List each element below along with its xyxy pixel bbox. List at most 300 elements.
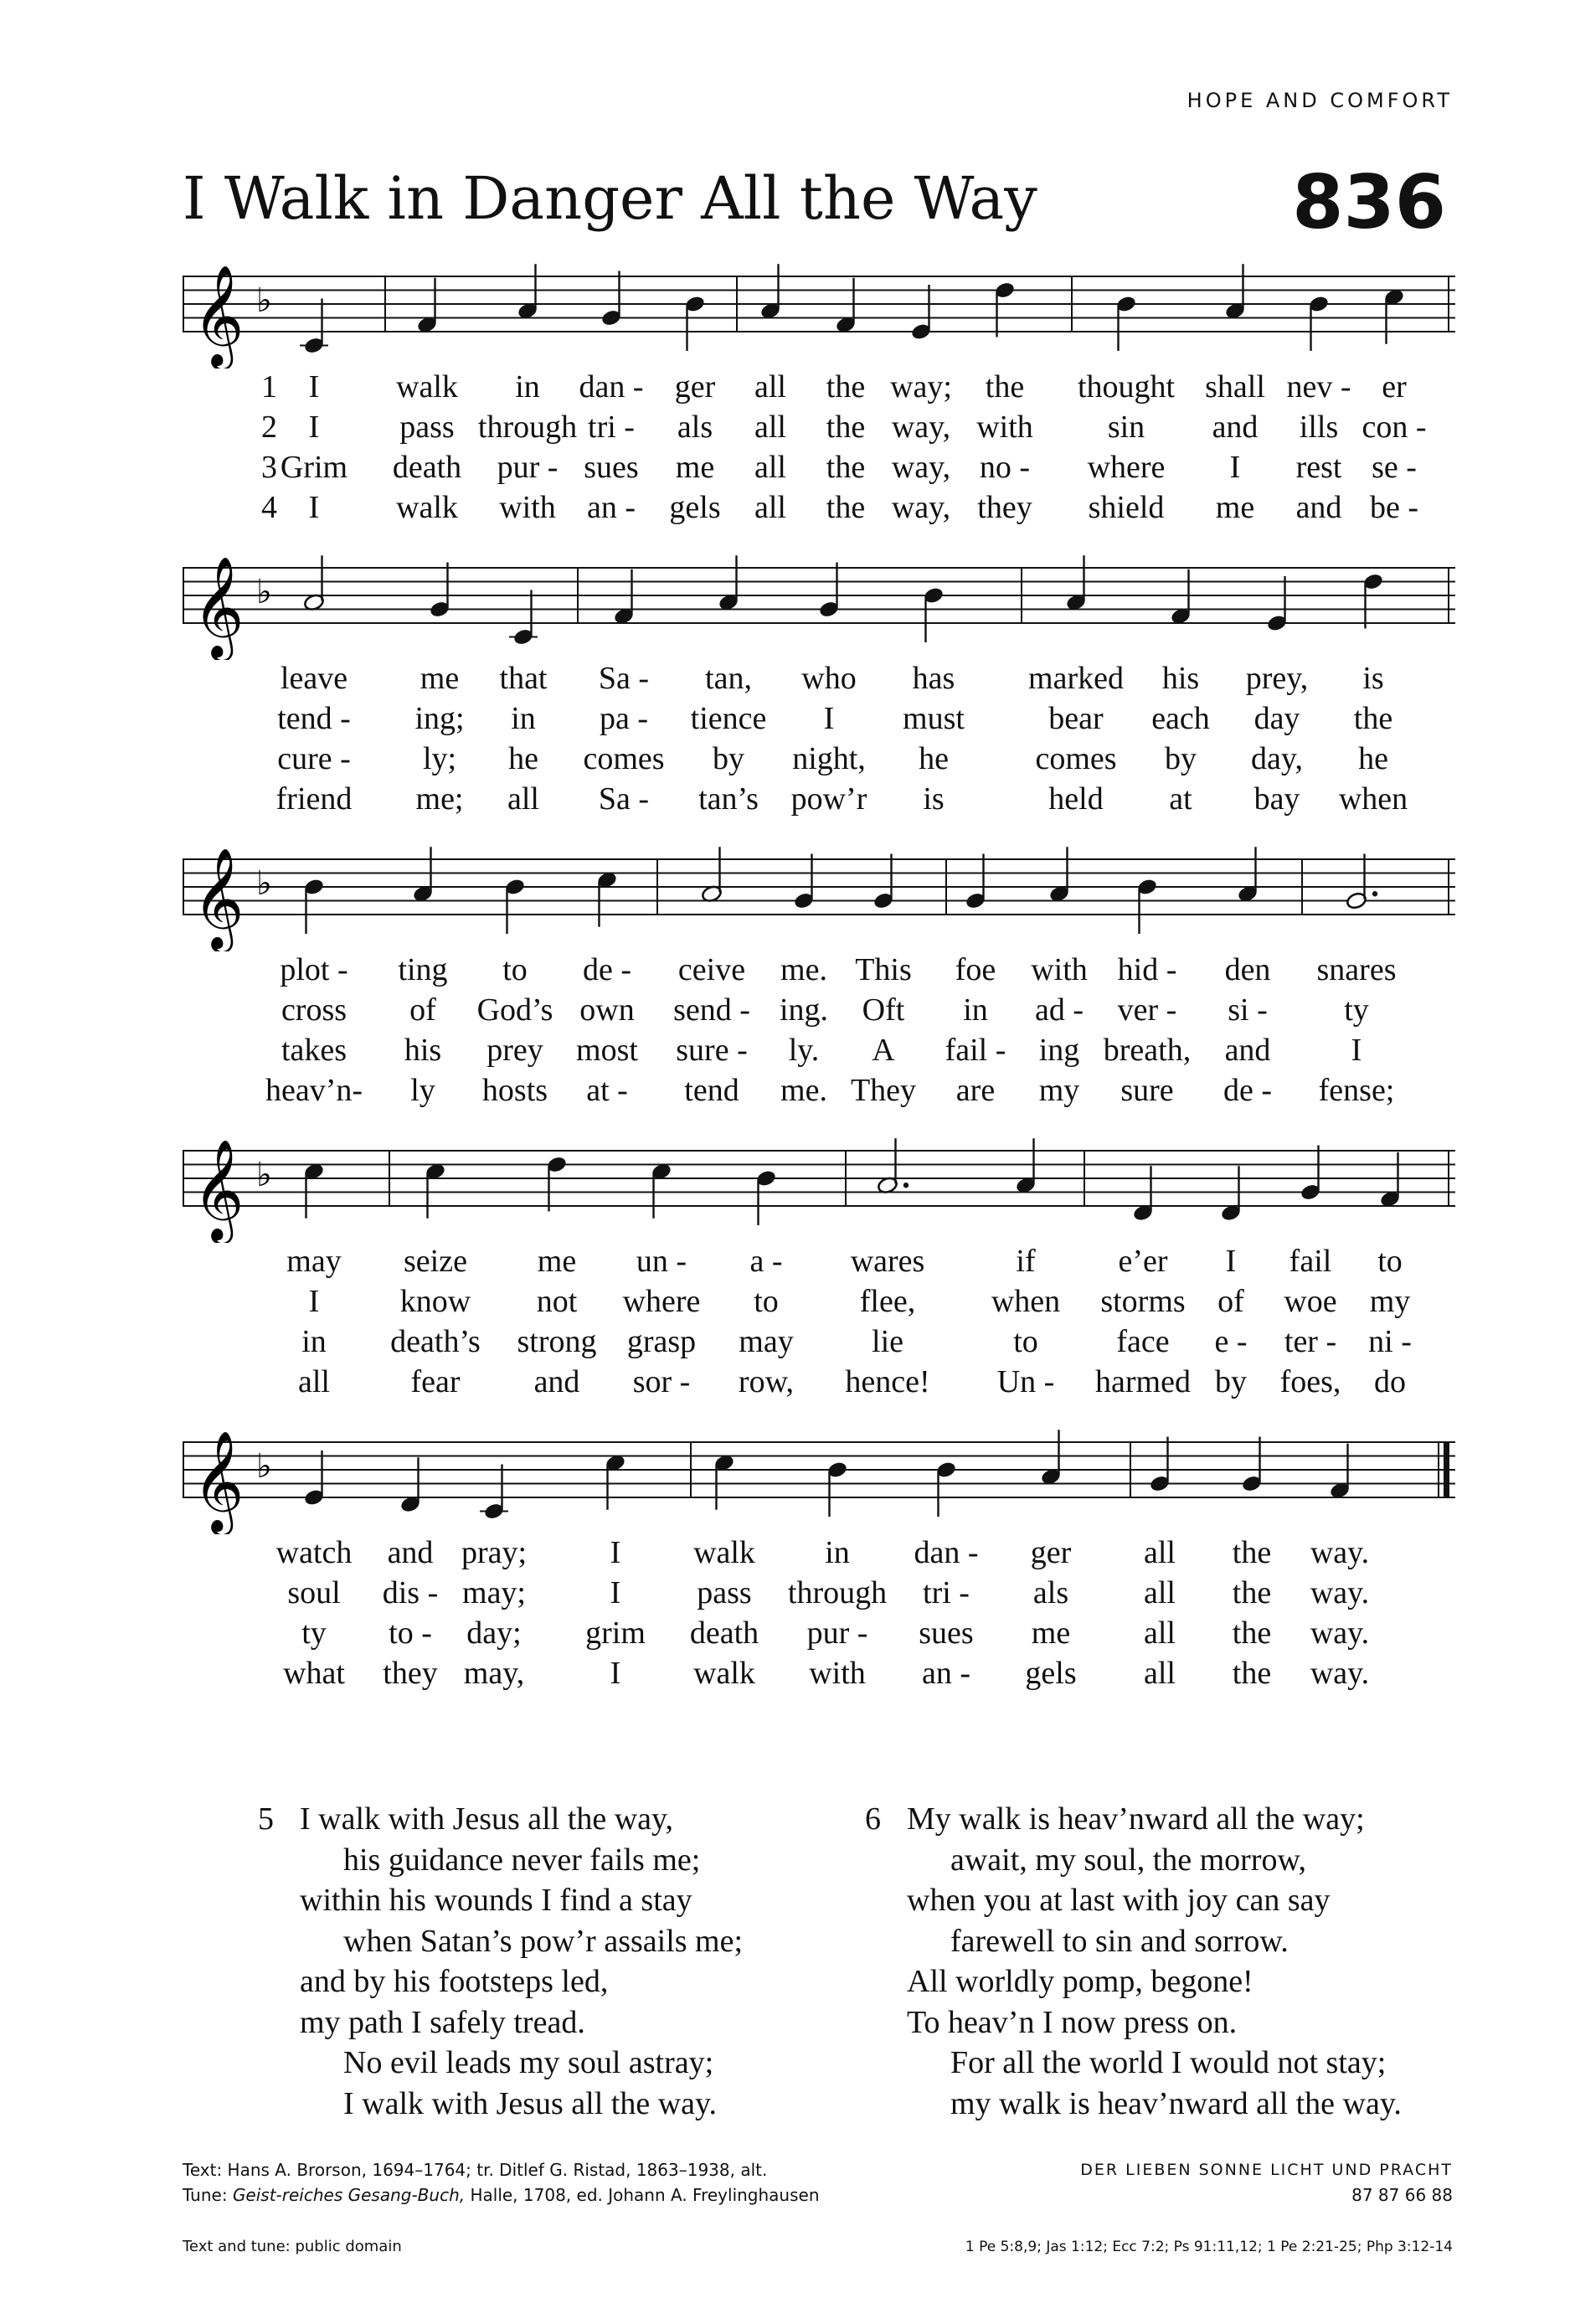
lyric-syllable: shall [1205, 369, 1265, 405]
lyric-syllable: ing. [779, 992, 829, 1028]
lyric-syllable: to [1013, 1324, 1038, 1359]
lyric-syllable: I [308, 490, 320, 525]
lyric-syllable: lie [872, 1324, 903, 1359]
note [605, 1453, 626, 1509]
note [1383, 287, 1405, 343]
lyric-syllable: to [754, 1284, 779, 1319]
lyric-syllable: Sa - [598, 781, 650, 817]
stanza-number: 6 [865, 1801, 881, 1837]
stanza-line: within his wounds I find a stay [300, 1883, 692, 1918]
note [300, 299, 328, 355]
note [1065, 555, 1087, 611]
lyric-syllable: with [1031, 952, 1088, 987]
note [303, 555, 325, 611]
lyric-syllable: the [1232, 1535, 1272, 1570]
lyric-syllable: ing; [414, 701, 465, 736]
lyric-syllable: and [533, 1364, 580, 1399]
stanza-line: To heav’n I now press on. [907, 2004, 1238, 2040]
note [596, 870, 618, 926]
stanza-line: farewell to sin and sorrow. [950, 1923, 1289, 1959]
lyric-syllable: all [754, 410, 786, 445]
lyric-syllable: my [1038, 1073, 1080, 1108]
lyric-syllable: me [420, 661, 460, 696]
staff-system [183, 1109, 1455, 1243]
lyric-syllable: all [754, 490, 786, 525]
note [303, 878, 325, 934]
lyric-syllable: grasp [626, 1324, 697, 1359]
lyric-syllable: each [1151, 701, 1210, 736]
lyric-syllable: through [477, 410, 578, 445]
lyric-syllable: e - [1214, 1324, 1248, 1359]
lyric-syllable: hosts [481, 1073, 548, 1108]
lyric-syllable: may, [463, 1656, 525, 1691]
tune-info [1080, 2157, 1453, 2208]
lyric-syllable: what [283, 1656, 345, 1691]
lyric-syllable: all [754, 450, 786, 485]
lyric-syllable: fail - [945, 1033, 1006, 1068]
lyric-syllable: all [754, 369, 786, 405]
lyric-syllable: to - [389, 1615, 432, 1651]
hymn-number: 836 [1292, 159, 1446, 245]
lyric-syllable: with [809, 1656, 866, 1691]
lyric-syllable: walk [396, 490, 458, 525]
lyric-syllable: the [1232, 1656, 1272, 1691]
lyric-syllable: thought [1077, 369, 1176, 405]
lyric-syllable: may; [462, 1575, 526, 1610]
lyric-syllable: rest [1295, 450, 1342, 485]
lyric-syllable: I [1351, 1033, 1362, 1068]
lyric-syllable: tri - [588, 410, 635, 445]
lyric-syllable: hence! [845, 1364, 930, 1399]
stanza-line: I walk with Jesus all the way. [343, 2085, 718, 2121]
lyric-syllable: to [502, 952, 528, 987]
lyric-syllable: dan - [914, 1535, 979, 1570]
lyric-syllable: way; [890, 369, 952, 405]
note [613, 569, 635, 626]
lyric-syllable: he [1358, 741, 1388, 776]
lyric-syllable: the [985, 369, 1025, 405]
lyric-syllable: pur - [497, 450, 559, 485]
verse-number: 4 [261, 490, 277, 525]
lyric-syllable: hid - [1117, 952, 1177, 987]
credits [183, 2157, 820, 2208]
lyric-syllable: ad - [1034, 992, 1084, 1028]
note [1379, 1152, 1401, 1208]
lyric-syllable: This [855, 952, 912, 987]
lyric-syllable: has [912, 661, 955, 696]
lyric-syllable: dis - [382, 1575, 439, 1610]
lyric-syllable: flee, [859, 1284, 916, 1319]
flat-icon: ♭ [256, 1156, 272, 1194]
lyric-syllable: ills [1299, 410, 1339, 445]
verse-number: 1 [261, 369, 277, 405]
meter: 87 87 66 88 [1351, 2185, 1453, 2205]
note [1237, 847, 1259, 903]
lyric-syllable: a - [749, 1244, 783, 1279]
note [1266, 576, 1288, 632]
staff-system [183, 526, 1455, 660]
lyric-syllable: way. [1310, 1656, 1370, 1691]
lyric-syllable: me. [780, 1073, 827, 1108]
note [303, 1451, 325, 1507]
lyric-syllable: pur - [806, 1615, 868, 1651]
lyric-syllable: tri - [923, 1575, 970, 1610]
note [1170, 569, 1192, 626]
note [651, 1162, 672, 1218]
stanza-line: My walk is heav’nward all the way; [907, 1801, 1365, 1837]
hymn-title: I Walk in Danger All the Way [183, 164, 1037, 233]
lyric-syllable: als [1032, 1575, 1069, 1610]
lyric-syllable: death’s [390, 1324, 481, 1359]
staff-system [183, 817, 1455, 951]
lyric-syllable: watch [275, 1535, 353, 1570]
lyric-syllable: with [499, 490, 556, 525]
lyric-syllable: who [801, 661, 857, 696]
lyric-syllable: in [515, 369, 540, 405]
note [1224, 264, 1246, 320]
lyric-syllable: I [308, 410, 320, 445]
note [965, 854, 986, 910]
lyric-syllable: way. [1310, 1615, 1370, 1651]
lyric-syllable: all [1144, 1615, 1176, 1651]
lyric-syllable: se - [1372, 450, 1417, 485]
treble-clef-icon: 𝄞 [193, 1138, 245, 1240]
lyric-syllable: I [610, 1656, 621, 1691]
lyric-syllable: of [1217, 1284, 1244, 1319]
lyric-syllable: and [1224, 1033, 1271, 1068]
treble-clef-icon: 𝄞 [193, 555, 245, 657]
lyric-syllable: be - [1369, 490, 1419, 525]
lyric-syllable: death [689, 1615, 759, 1651]
lyric-syllable: pass [697, 1575, 752, 1610]
lyric-syllable: cross [281, 992, 347, 1028]
note [1220, 1166, 1242, 1222]
lyric-syllable: face [1116, 1324, 1170, 1359]
note [877, 1138, 909, 1194]
lyric-syllable: ing [1038, 1033, 1080, 1068]
note [416, 278, 438, 334]
lyric-syllable: is [923, 781, 945, 817]
stanza-line: my path I safely tread. [300, 2004, 585, 2040]
lyric-syllable: me. [780, 952, 827, 987]
note [504, 878, 526, 934]
note [923, 586, 945, 642]
stanza-5 [258, 1799, 744, 2124]
lyric-syllable: ty [1344, 992, 1369, 1028]
lyric-syllable: fail [1289, 1244, 1332, 1279]
lyric-syllable: that [499, 661, 548, 696]
lyric-syllable: cure - [277, 741, 351, 776]
lyric-syllable: day [1253, 701, 1300, 736]
lyric-syllable: way, [891, 450, 951, 485]
section-label: HOPE AND COMFORT [1187, 89, 1453, 112]
lyric-syllable: den [1224, 952, 1271, 987]
lyric-syllable: sues [584, 450, 639, 485]
lyric-syllable: sure - [676, 1033, 748, 1068]
lyric-syllable: in [511, 701, 536, 736]
tune-name: DER LIEBEN SONNE LICHT UND PRACHT [1080, 2161, 1453, 2179]
lyric-syllable: takes [281, 1033, 347, 1068]
note [713, 1453, 735, 1509]
note [793, 854, 815, 910]
lyric-syllable: me [1215, 490, 1255, 525]
flat-icon: ♭ [256, 864, 272, 903]
lyric-syllable: ger [674, 369, 716, 405]
tune-credit: Tune: Geist-reiches Gesang-Buch, Halle, 1708, ed. Johann A. Freylinghausen [183, 2185, 820, 2205]
lyric-syllable: may [739, 1324, 794, 1359]
staff-system [183, 234, 1455, 368]
lyric-syllable: ger [1030, 1535, 1072, 1570]
lyric-syllable: and [1295, 490, 1342, 525]
lyric-syllable: when [1338, 781, 1408, 817]
lyric-syllable: by [1215, 1364, 1247, 1399]
note [755, 1169, 777, 1225]
copyright: Text and tune: public domain [183, 2238, 402, 2255]
lyric-syllable: they [977, 490, 1032, 525]
lyric-syllable: night, [792, 741, 866, 776]
lyric-syllable: soul [287, 1575, 341, 1610]
lyric-syllable: an - [921, 1656, 971, 1691]
lyric-syllable: prey [486, 1033, 543, 1068]
lyric-syllable: is [1362, 661, 1384, 696]
treble-clef-icon: 𝄞 [193, 264, 245, 366]
lyric-syllable: e’er [1118, 1244, 1168, 1279]
staff-system [183, 1400, 1455, 1534]
lyric-syllable: ver - [1117, 992, 1177, 1028]
lyric-syllable: way, [891, 490, 951, 525]
lyric-syllable: no - [979, 450, 1031, 485]
lyric-syllable: my [1369, 1284, 1411, 1319]
lyric-syllable: fense; [1318, 1073, 1395, 1108]
stanza-6 [865, 1799, 1402, 2124]
lyric-syllable: his [404, 1033, 442, 1068]
note [600, 271, 622, 327]
lyric-syllable: sure [1120, 1073, 1174, 1108]
note [425, 1162, 446, 1218]
scripture-refs: 1 Pe 5:8,9; Jas 1:12; Ecc 7:2; Ps 91:11,12; 1 Pe 2:21-25; Php 3:12-14 [965, 2239, 1453, 2255]
lyric-syllable: day; [466, 1615, 522, 1651]
lyric-syllable: and [387, 1535, 434, 1570]
lyric-syllable: tience [690, 701, 767, 736]
note [517, 264, 538, 320]
lyric-syllable: the [1232, 1615, 1272, 1651]
lyric-syllable: all [507, 781, 539, 817]
lyric-syllable: Grim [280, 450, 348, 485]
stanza-line: his guidance never fails me; [343, 1842, 701, 1878]
note [1136, 878, 1158, 934]
note [1015, 1138, 1037, 1194]
lyric-syllable: when [991, 1284, 1061, 1319]
lyric-syllable: fear [410, 1364, 461, 1399]
note [1115, 295, 1137, 351]
lyric-syllable: in [301, 1324, 327, 1359]
lyric-syllable: I [610, 1535, 621, 1570]
lyric-syllable: leave [280, 661, 348, 696]
note [412, 847, 434, 903]
lyric-syllable: sor - [632, 1364, 691, 1399]
lyric-syllable: to [1377, 1244, 1403, 1279]
lyric-syllable: I [308, 1284, 320, 1319]
lyric-syllable: may [286, 1244, 342, 1279]
lyric-syllable: ting [398, 952, 448, 987]
note [480, 1465, 508, 1521]
stanza-number: 5 [258, 1801, 274, 1837]
stanza-line: All worldly pomp, begone! [907, 1964, 1253, 1999]
lyric-syllable: pa - [599, 701, 649, 736]
note [910, 285, 932, 341]
lyric-syllable: send - [673, 992, 750, 1028]
lyric-syllable: Un - [996, 1364, 1055, 1399]
note [818, 563, 840, 619]
note [509, 590, 538, 647]
stanza-line: For all the world I would not stay; [950, 2045, 1387, 2080]
lyric-syllable: know [399, 1284, 471, 1319]
lyric-syllable: wares [850, 1244, 925, 1279]
lyric-syllable: walk [396, 369, 458, 405]
lyric-syllable: tan, [705, 661, 752, 696]
lyric-syllable: sin [1107, 410, 1145, 445]
final-bar-thick [1444, 1442, 1449, 1497]
lyric-syllable: they [383, 1656, 438, 1691]
lyric-syllable: comes [583, 741, 665, 776]
note [759, 264, 781, 320]
lyric-syllable: all [1144, 1656, 1176, 1691]
lyric-syllable: shield [1088, 490, 1165, 525]
lyric-syllable: Sa - [598, 661, 650, 696]
lyric-syllable: not [536, 1284, 578, 1319]
lyric-syllable: ter - [1284, 1324, 1337, 1359]
lyric-syllable: me [675, 450, 715, 485]
lyric-syllable: gels [669, 490, 721, 525]
lyric-syllable: ly; [422, 741, 457, 776]
lyric-syllable: I [823, 701, 835, 736]
lyric-syllable: ni - [1368, 1324, 1412, 1359]
lyric-syllable: bear [1048, 701, 1104, 736]
note [701, 847, 723, 903]
lyric-syllable: ty [301, 1615, 327, 1651]
lyric-syllable: harmed [1095, 1364, 1191, 1399]
lyric-syllable: death [392, 450, 462, 485]
lyric-syllable: the [1353, 701, 1393, 736]
note [873, 854, 894, 910]
lyric-syllable: I [1225, 1244, 1237, 1279]
lyric-syllable: held [1048, 781, 1104, 817]
stanza-line: I walk with Jesus all the way, [300, 1801, 674, 1837]
note [1346, 854, 1377, 910]
lyric-syllable: I [308, 369, 320, 405]
lyric-syllable: tend - [277, 701, 351, 736]
lyric-syllable: pass [399, 410, 455, 445]
note [399, 1457, 421, 1513]
note [1241, 1437, 1263, 1493]
verse-number: 2 [261, 410, 277, 445]
lyric-syllable: plot - [280, 952, 348, 987]
lyric-syllable: heav’n- [265, 1073, 363, 1108]
note [935, 1461, 957, 1517]
lyric-syllable: A [872, 1033, 895, 1068]
note [1362, 572, 1384, 628]
note [718, 555, 739, 611]
stanza-line: No evil leads my soul astray; [343, 2045, 714, 2080]
lyric-syllable: by [713, 741, 744, 776]
note [546, 1155, 568, 1211]
lyric-syllable: friend [275, 781, 353, 817]
lyric-syllable: nev - [1286, 369, 1351, 405]
note [1132, 1166, 1154, 1222]
lyric-syllable: tend [684, 1073, 739, 1108]
lyric-syllable: all [298, 1364, 330, 1399]
lyric-syllable: the [826, 450, 866, 485]
lyric-syllable: of [409, 992, 436, 1028]
lyric-syllable: seize [404, 1244, 467, 1279]
note [1040, 1430, 1062, 1486]
flat-icon: ♭ [256, 281, 272, 320]
lyric-syllable: way. [1310, 1535, 1370, 1570]
lyric-syllable: strong [517, 1324, 597, 1359]
lyric-syllable: row, [738, 1364, 795, 1399]
lyric-syllable: tan’s [698, 781, 759, 817]
lyric-syllable: at [1169, 781, 1192, 817]
lyric-syllable: er [1382, 369, 1407, 405]
lyric-syllable: bay [1253, 781, 1300, 817]
note [1329, 1444, 1351, 1500]
lyric-syllable: he [508, 741, 538, 776]
lyric-syllable: all [1144, 1575, 1176, 1610]
lyric-syllable: foes, [1279, 1364, 1341, 1399]
lyric-syllable: through [787, 1575, 888, 1610]
lyric-syllable: the [826, 410, 866, 445]
stanza-line: my walk is heav’nward all the way. [950, 2085, 1402, 2121]
lyric-syllable: own [579, 992, 635, 1028]
lyric-syllable: sues [919, 1615, 974, 1651]
note [835, 278, 857, 334]
lyric-syllable: de - [582, 952, 632, 987]
stanza-line: when Satan’s pow’r assails me; [343, 1923, 744, 1959]
note [1149, 1437, 1171, 1493]
lyric-syllable: way. [1310, 1575, 1370, 1610]
lyric-syllable: foe [955, 952, 996, 987]
flat-icon: ♭ [256, 573, 272, 611]
lyric-syllable: his [1161, 661, 1200, 696]
lyric-syllable: ly. [788, 1033, 820, 1068]
lyric-syllable: by [1165, 741, 1197, 776]
note [303, 1162, 325, 1218]
verse-number: 3 [261, 450, 277, 485]
note [429, 563, 450, 619]
lyric-syllable: breath, [1103, 1033, 1192, 1068]
lyric-syllable: God’s [476, 992, 553, 1028]
note [684, 295, 706, 351]
lyric-syllable: I [610, 1575, 621, 1610]
lyric-syllable: grim [585, 1615, 646, 1651]
lyric-syllable: the [826, 490, 866, 525]
lyric-syllable: prey, [1245, 661, 1309, 696]
lyric-syllable: at - [586, 1073, 628, 1108]
lyric-syllable: walk [693, 1656, 755, 1691]
treble-clef-icon: 𝄞 [193, 847, 245, 949]
lyric-syllable: and [1212, 410, 1259, 445]
lyric-syllable: day, [1251, 741, 1303, 776]
stanza-line: and by his footsteps led, [300, 1964, 609, 1999]
lyric-syllable: They [850, 1073, 917, 1108]
note [994, 281, 1016, 337]
lyric-syllable: way, [891, 410, 951, 445]
lyric-syllable: de - [1223, 1073, 1273, 1108]
lyric-syllable: I [1229, 450, 1241, 485]
note [1308, 295, 1330, 351]
lyric-syllable: pow’r [790, 781, 867, 817]
lyric-syllable: Oft [862, 992, 905, 1028]
